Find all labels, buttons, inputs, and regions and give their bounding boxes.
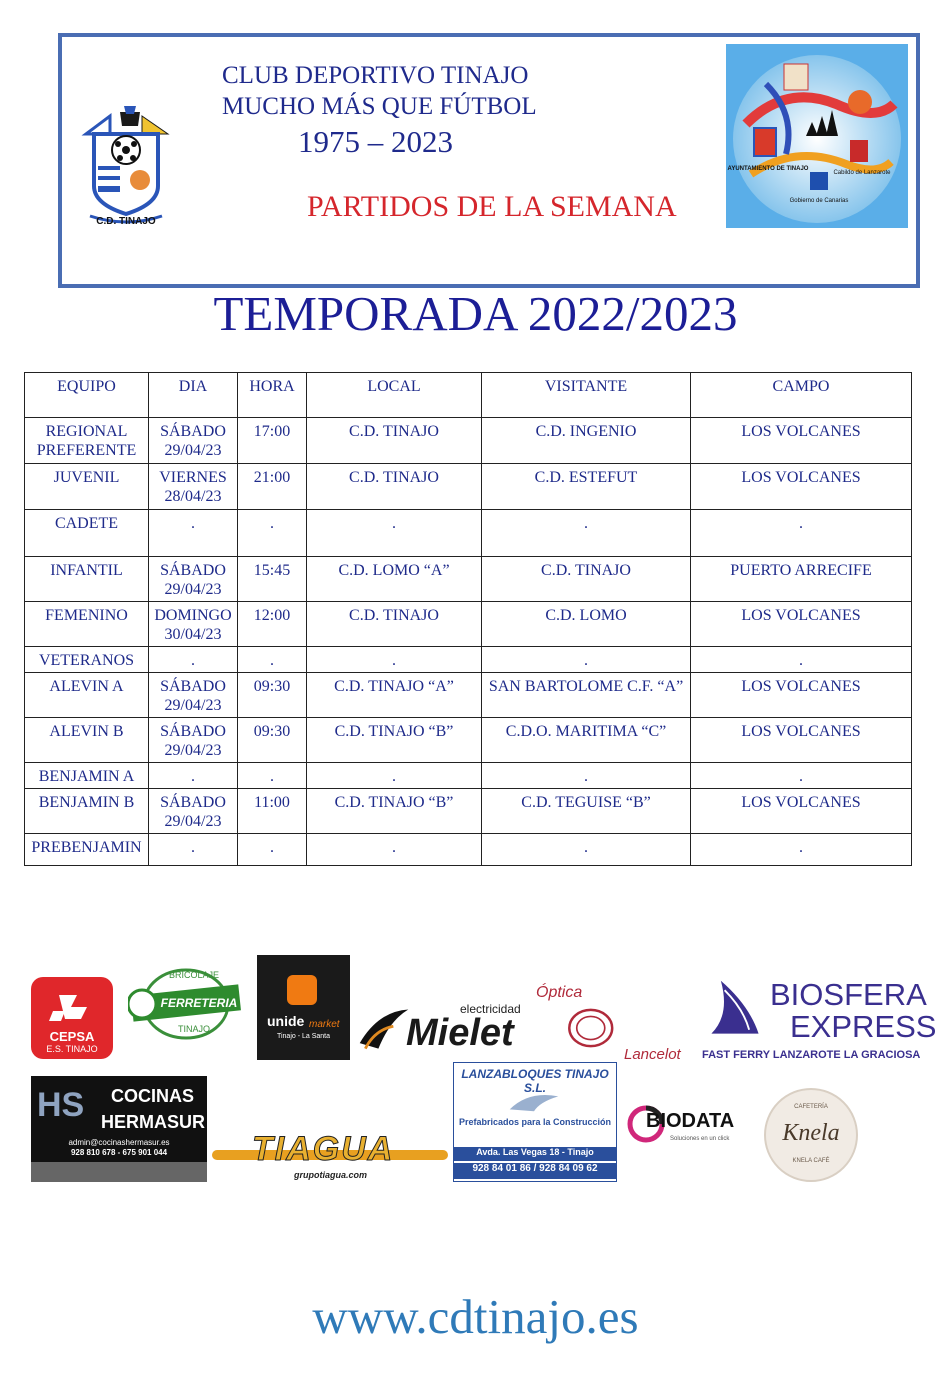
mielet-name: Mielet [406, 1012, 514, 1054]
crest-caption: C.D. TINAJO [96, 216, 156, 227]
cell-equipo: INFANTIL [25, 557, 149, 602]
cell-hora: . [238, 647, 307, 673]
cell-local: C.D. TINAJO “B” [307, 718, 482, 763]
cell-campo: LOS VOLCANES [691, 464, 912, 510]
table-row [25, 789, 912, 834]
knela-bottom: KNELA CAFÉ [792, 1158, 830, 1164]
cell-equipo: BENJAMIN B [25, 789, 149, 834]
fixtures-table [24, 372, 912, 866]
biodata-name: BIODATA [646, 1110, 735, 1132]
ferreteria-name: FERRETERIA [160, 996, 238, 1010]
biosfera-line3: FAST FERRY LANZAROTE LA GRACIOSA [702, 1049, 921, 1061]
sponsor-unide [257, 955, 350, 1060]
table-header-row [25, 373, 912, 418]
club-crest-logo [80, 104, 172, 230]
cell-hora: . [238, 834, 307, 866]
cell-equipo: BENJAMIN A [25, 763, 149, 789]
sponsor-hermasur [31, 1076, 207, 1182]
lanzabloques-name: LANZABLOQUES TINAJO S.L. [461, 1067, 609, 1095]
hermasur-photo-strip [31, 1162, 207, 1182]
cell-hora: 15:45 [238, 557, 307, 602]
lanzabloques-address: Avda. Las Vegas 18 - Tinajo [454, 1147, 616, 1161]
lanzabloques-bird-icon [504, 1087, 564, 1115]
table-row [25, 510, 912, 557]
optica-name: Lancelot [624, 1046, 681, 1063]
optica-glasses-icon [566, 1002, 632, 1054]
ferreteria-bottom: TINAJO [177, 1024, 210, 1034]
cell-hora: 12:00 [238, 602, 307, 647]
table-row [25, 718, 912, 763]
cell-equipo: JUVENIL [25, 464, 149, 510]
hermasur-line2: HERMASUR [101, 1112, 206, 1132]
lanzabloques-phones: 928 84 01 86 / 928 84 09 62 [454, 1163, 616, 1179]
cell-equipo: CADETE [25, 510, 149, 557]
cell-visitante: C.D. TINAJO [482, 557, 691, 602]
cell-hora: 11:00 [238, 789, 307, 834]
sponsor-mielet [356, 998, 536, 1058]
optica-top: Óptica [536, 984, 583, 1001]
cell-hora: . [238, 763, 307, 789]
sponsor-optica [534, 980, 702, 1068]
cell-campo: . [691, 834, 912, 866]
hermasur-line1: COCINAS [111, 1086, 195, 1106]
cell-hora: . [238, 510, 307, 557]
hermasur-logo-icon: HS [37, 1086, 85, 1124]
cell-visitante: . [482, 763, 691, 789]
cell-equipo: PREBENJAMIN [25, 834, 149, 866]
cell-hora: 21:00 [238, 464, 307, 510]
cell-visitante: SAN BARTOLOME C.F. “A” [482, 673, 691, 718]
cell-hora: 09:30 [238, 673, 307, 718]
cell-visitante: C.D. ESTEFUT [482, 464, 691, 510]
biodata-sub: Soluciones en un click [670, 1136, 730, 1142]
cell-dia: . [149, 647, 238, 673]
cell-dia: . [149, 834, 238, 866]
table-row [25, 602, 912, 647]
col-hora: HORA [238, 373, 307, 418]
biosfera-sail-icon [700, 977, 770, 1043]
unide-sub: market [309, 1019, 340, 1030]
ball-label-gobierno: Gobierno de Canarias [789, 198, 849, 204]
club-years: 1975 – 2023 [298, 124, 453, 159]
cell-campo: . [691, 510, 912, 557]
cell-local: C.D. LOMO “A” [307, 557, 482, 602]
cell-dia: SÁBADO 29/04/23 [149, 418, 238, 464]
tiagua-web: grupotiagua.com [294, 1170, 368, 1180]
cell-dia: . [149, 763, 238, 789]
cell-dia: SÁBADO 29/04/23 [149, 718, 238, 763]
cell-campo: LOS VOLCANES [691, 789, 912, 834]
sponsor-tiagua [212, 1130, 452, 1182]
club-motto: MUCHO MÁS QUE FÚTBOL [222, 93, 537, 120]
col-visitante: VISITANTE [482, 373, 691, 418]
unide-name: unide [267, 1013, 305, 1029]
cell-visitante: . [482, 647, 691, 673]
cell-campo: . [691, 647, 912, 673]
cell-equipo: FEMENINO [25, 602, 149, 647]
tiagua-name: TIAGUA [252, 1130, 395, 1168]
cell-dia: SÁBADO 29/04/23 [149, 673, 238, 718]
cell-campo: LOS VOLCANES [691, 673, 912, 718]
cell-campo: LOS VOLCANES [691, 718, 912, 763]
cell-equipo: VETERANOS [25, 647, 149, 673]
cell-local: C.D. TINAJO [307, 418, 482, 464]
sponsor-cepsa [31, 977, 113, 1059]
cell-visitante: C.D. TEGUISE “B” [482, 789, 691, 834]
cell-local: . [307, 763, 482, 789]
cell-local: C.D. TINAJO [307, 464, 482, 510]
cell-dia: DOMINGO 30/04/23 [149, 602, 238, 647]
table-row [25, 834, 912, 866]
sponsor-biodata [626, 1098, 756, 1154]
col-campo: CAMPO [691, 373, 912, 418]
cell-visitante: C.D. INGENIO [482, 418, 691, 464]
biosfera-line1: BIOSFERA [770, 977, 927, 1012]
cell-local: C.D. TINAJO “B” [307, 789, 482, 834]
col-equipo: EQUIPO [25, 373, 149, 418]
table-row [25, 763, 912, 789]
cell-local: . [307, 834, 482, 866]
col-local: LOCAL [307, 373, 482, 418]
hermasur-email: admin@cocinashermasur.es [68, 1138, 170, 1147]
season-title: TEMPORADA 2022/2023 [213, 286, 738, 341]
cell-local: C.D. TINAJO [307, 602, 482, 647]
mielet-swoosh-icon [356, 1002, 412, 1058]
cell-visitante: C.D.O. MARITIMA “C” [482, 718, 691, 763]
cell-local: . [307, 647, 482, 673]
cepsa-sub: E.S. TINAJO [46, 1044, 98, 1054]
ball-label-cabildo: Cabildo de Lanzarote [833, 170, 891, 176]
knela-name: Knela [782, 1120, 840, 1146]
cell-local: C.D. TINAJO “A” [307, 673, 482, 718]
unide-icon [287, 975, 317, 1005]
table-row [25, 673, 912, 718]
table-row [25, 647, 912, 673]
page-subtitle: PARTIDOS DE LA SEMANA [307, 190, 677, 223]
cell-hora: 17:00 [238, 418, 307, 464]
club-name: CLUB DEPORTIVO TINAJO [222, 62, 529, 89]
sponsor-ferreteria [128, 968, 244, 1040]
table-row [25, 464, 912, 510]
cell-campo: . [691, 763, 912, 789]
cell-local: . [307, 510, 482, 557]
sponsor-lanzabloques [453, 1062, 617, 1182]
website-link[interactable]: www.cdtinajo.es [312, 1289, 639, 1344]
hermasur-phones: 928 810 678 - 675 901 044 [70, 1148, 168, 1157]
ball-sponsors-image [726, 44, 908, 228]
cell-dia: VIERNES 28/04/23 [149, 464, 238, 510]
cell-dia: SÁBADO 29/04/23 [149, 789, 238, 834]
table-row [25, 418, 912, 464]
sponsor-knela [764, 1088, 858, 1182]
col-dia: DIA [149, 373, 238, 418]
cepsa-name: CEPSA [49, 1029, 95, 1044]
unide-place: Tinajo - La Santa [276, 1033, 331, 1040]
biosfera-line2: EXPRESS [790, 1009, 937, 1044]
sponsor-biosfera [700, 975, 935, 1067]
ferreteria-top: BRICOLAJE [168, 970, 219, 980]
mielet-top: electricidad [460, 1002, 521, 1016]
cell-hora: 09:30 [238, 718, 307, 763]
cell-visitante: . [482, 834, 691, 866]
knela-top: CAFETERÍA [794, 1104, 828, 1110]
cell-campo: LOS VOLCANES [691, 602, 912, 647]
lanzabloques-sub: Prefabricados para la Construcción [458, 1117, 612, 1127]
ball-label-ayuntamiento: AYUNTAMIENTO DE TINAJO [727, 166, 809, 172]
cell-visitante: C.D. LOMO [482, 602, 691, 647]
cell-equipo: ALEVIN A [25, 673, 149, 718]
cell-campo: PUERTO ARRECIFE [691, 557, 912, 602]
cell-visitante: . [482, 510, 691, 557]
cell-dia: SÁBADO 29/04/23 [149, 557, 238, 602]
cell-campo: LOS VOLCANES [691, 418, 912, 464]
table-row [25, 557, 912, 602]
cell-dia: . [149, 510, 238, 557]
cell-equipo: ALEVIN B [25, 718, 149, 763]
cell-equipo: REGIONAL PREFERENTE [25, 418, 149, 464]
